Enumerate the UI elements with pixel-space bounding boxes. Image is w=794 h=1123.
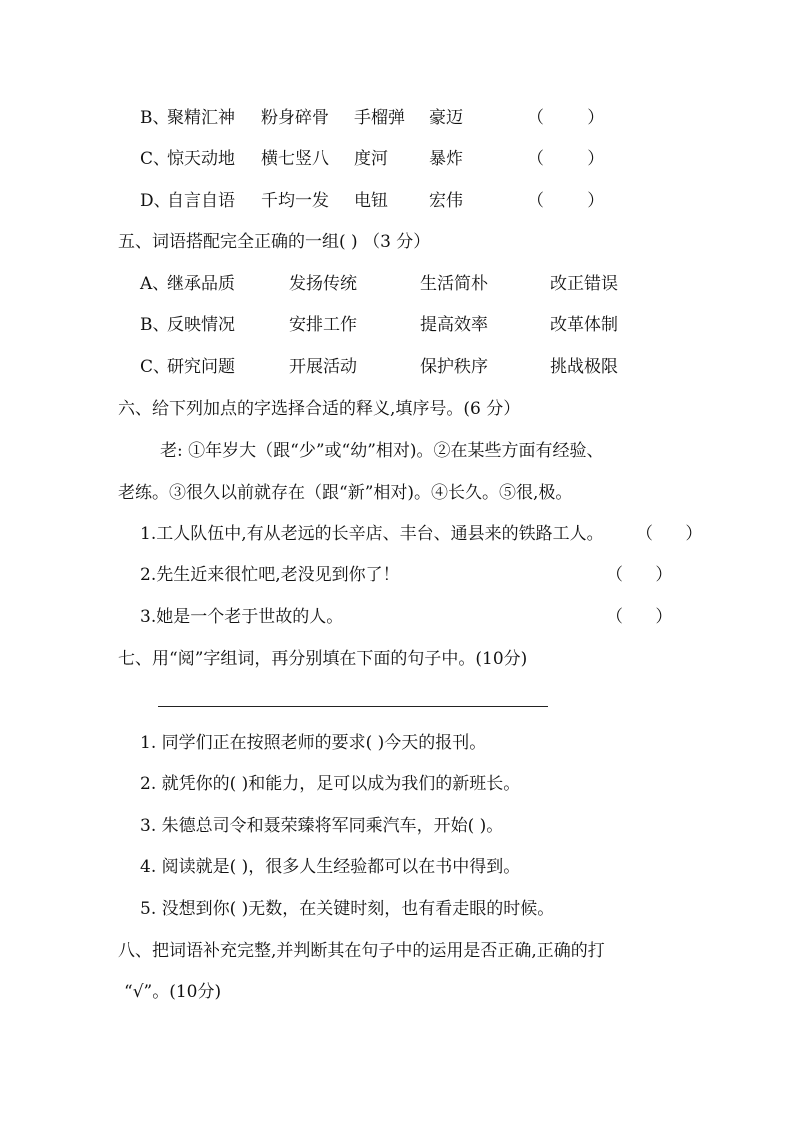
word: 聚精汇神 — [167, 108, 235, 128]
item-text: 2.先生近来很忙吧,老没见到你了！ — [140, 565, 400, 585]
q7-item-4: 4. 阅读就是( )，很多人生经验都可以在书中得到。 — [140, 857, 521, 877]
word: 度河 — [354, 149, 388, 169]
word: 安排工作 — [289, 315, 357, 335]
definition-line-2: 老练。③很久以前就存在（跟“新”相对)。④长久。⑤很,极。 — [118, 483, 573, 503]
option-letter: C、 — [140, 357, 171, 377]
q7-item-3: 3. 朱德总司令和聂荣臻将军同乘汽车，开始( )。 — [140, 816, 504, 836]
word: 发扬传统 — [289, 274, 357, 294]
word: 继承品质 — [167, 274, 235, 294]
word: 研究问题 — [167, 357, 235, 377]
question-7-title: 七、用“阅”字组词，再分别填在下面的句子中。(10分) — [118, 649, 528, 669]
item-text: 1.工人队伍中,有从老远的长辛店、丰台、通县来的铁路工人。 — [140, 524, 604, 544]
word: 改革体制 — [550, 315, 618, 335]
word: 暴炸 — [429, 149, 463, 169]
word: 宏伟 — [429, 191, 463, 211]
answer-blank[interactable]: （ ） — [527, 108, 605, 128]
word: 电钮 — [354, 191, 388, 211]
question-8-title-line-2: “√”。(10分) — [124, 982, 222, 1002]
word: 提高效率 — [420, 315, 488, 335]
word: 反映情况 — [167, 315, 235, 335]
word: 自言自语 — [167, 191, 235, 211]
option-letter: D、 — [140, 191, 171, 211]
definition-line-1: 老: ①年岁大（跟“少”或“幼”相对)。②在某些方面有经验、 — [160, 441, 604, 461]
word: 手榴弹 — [354, 108, 405, 128]
option-letter: C、 — [140, 149, 171, 169]
item-text: 3.她是一个老于世故的人。 — [140, 607, 344, 627]
answer-blank[interactable]: （ ） — [606, 607, 673, 627]
word: 改正错误 — [550, 274, 618, 294]
word: 粉身碎骨 — [261, 108, 329, 128]
answer-line[interactable] — [158, 706, 548, 707]
question-5-title: 五、词语搭配完全正确的一组( ) （3 分） — [118, 232, 431, 252]
word: 开展活动 — [289, 357, 357, 377]
q7-item-1: 1. 同学们正在按照老师的要求( )今天的报刊。 — [140, 733, 487, 753]
q7-item-5: 5. 没想到你( )无数，在关键时刻，也有看走眼的时候。 — [140, 899, 555, 919]
word: 豪迈 — [429, 108, 463, 128]
option-letter: A、 — [140, 274, 170, 294]
question-8-title-line-1: 八、把词语补充完整,并判断其在句子中的运用是否正确,正确的打 — [118, 941, 605, 961]
option-letter: B、 — [140, 108, 170, 128]
word: 生活简朴 — [420, 274, 488, 294]
q7-item-2: 2. 就凭你的( )和能力，足可以成为我们的新班长。 — [140, 774, 521, 794]
word: 千均一发 — [261, 191, 329, 211]
word: 横七竖八 — [261, 149, 329, 169]
answer-blank[interactable]: （ ） — [606, 565, 673, 585]
answer-blank[interactable]: （ ） — [527, 191, 605, 211]
word: 挑战极限 — [550, 357, 618, 377]
answer-blank[interactable]: （ ） — [636, 524, 703, 544]
question-6-title: 六、给下列加点的字选择合适的释义,填序号。(6 分） — [118, 399, 521, 419]
answer-blank[interactable]: （ ） — [527, 149, 605, 169]
word: 惊天动地 — [167, 149, 235, 169]
option-letter: B、 — [140, 315, 170, 335]
word: 保护秩序 — [420, 357, 488, 377]
